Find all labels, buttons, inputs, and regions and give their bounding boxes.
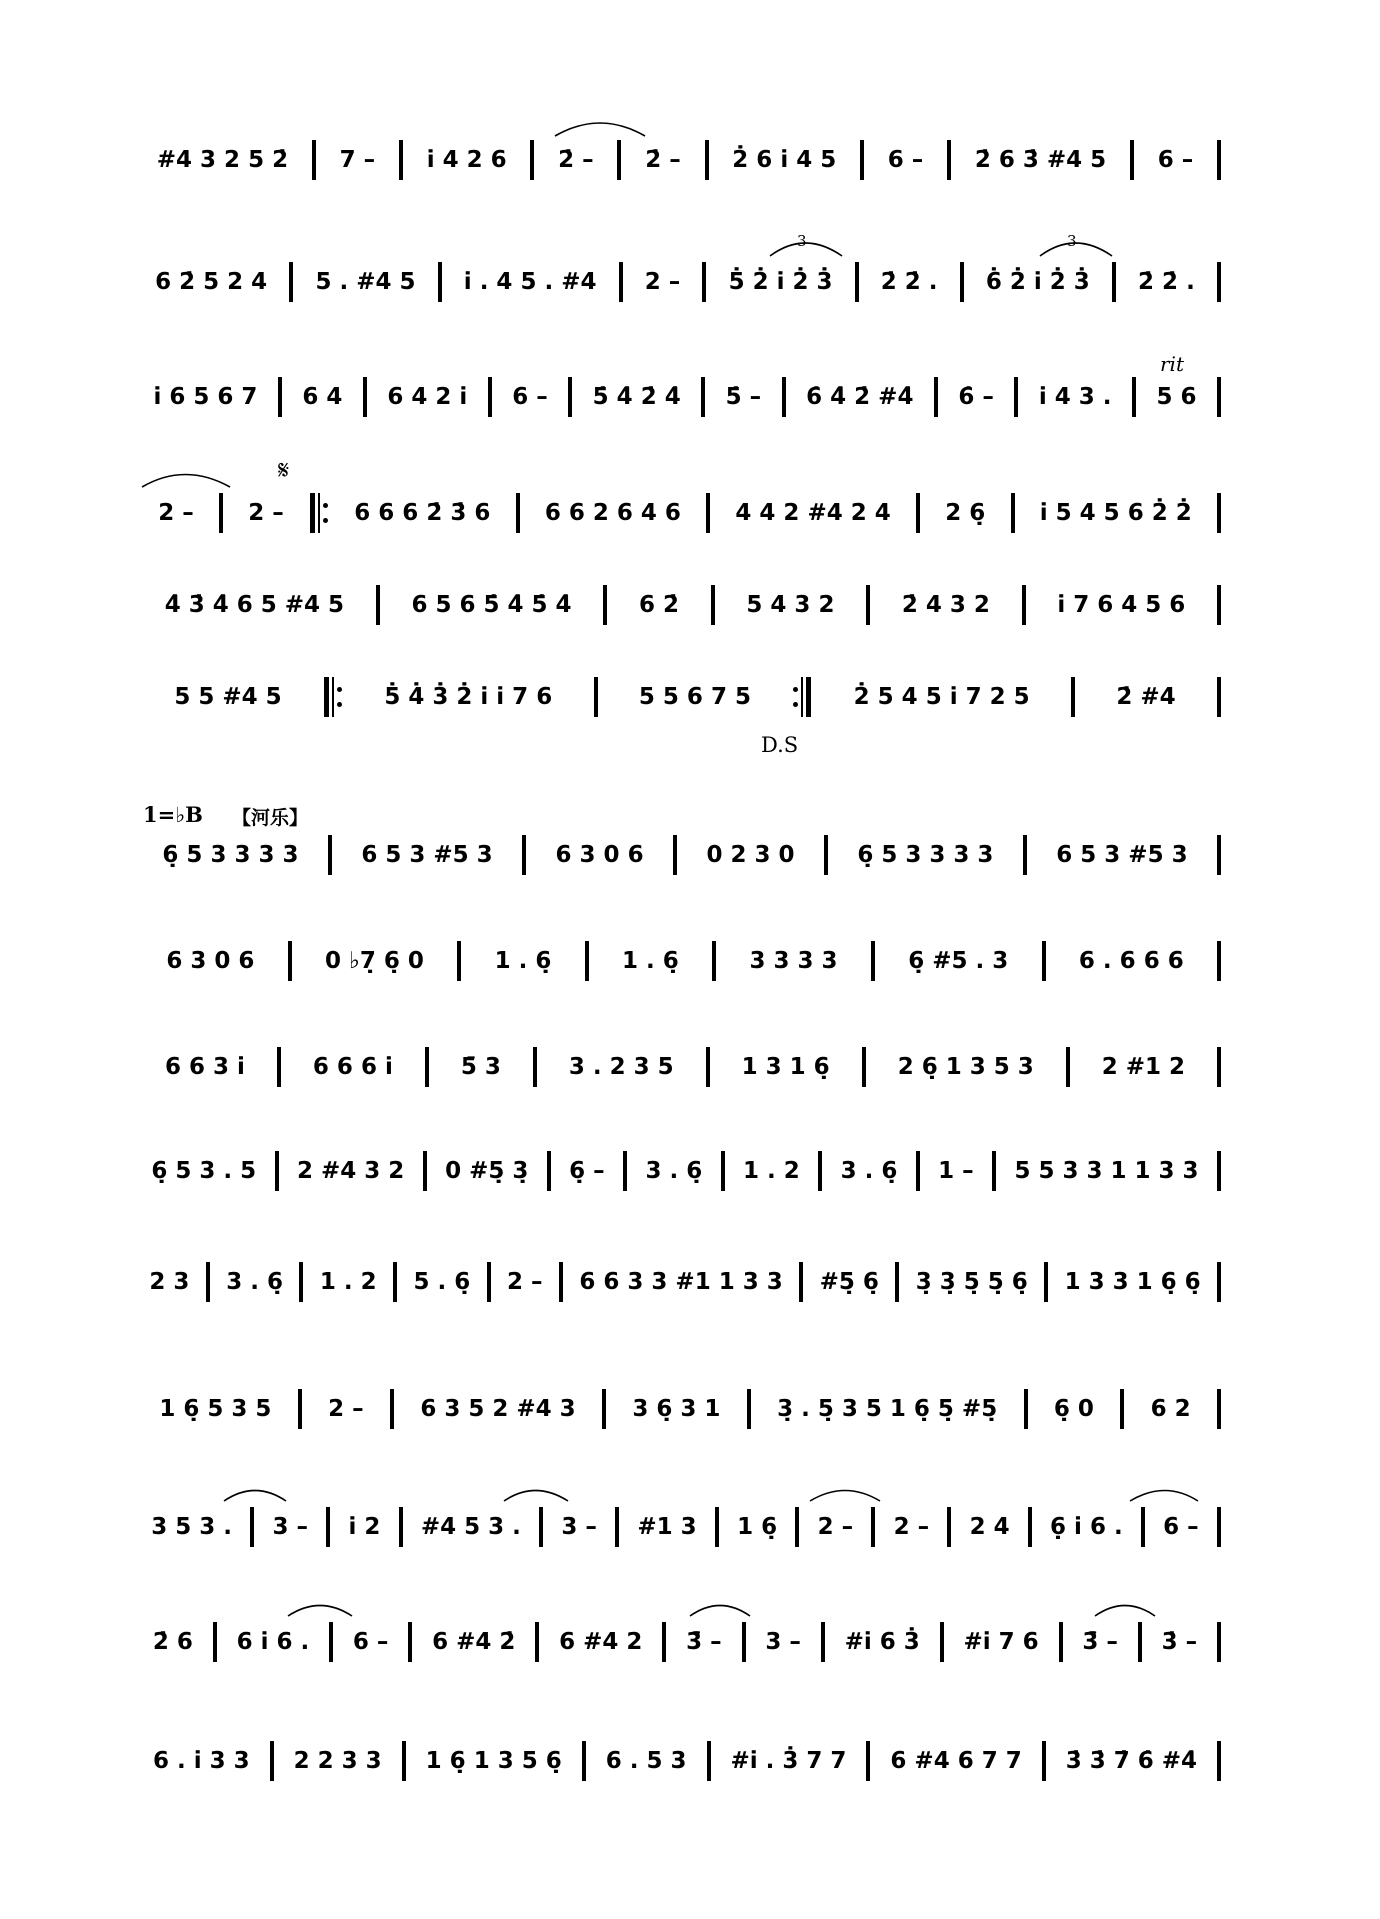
dot [323,518,328,523]
measure: 2̇ – [558,146,594,173]
measure: 6 6 3 3 #1 1 3 3 [579,1268,783,1295]
measure: 5̇ 4̇ 3̇ 2̇ i̇ i̇ 7 6 [384,683,553,710]
thin-bar [318,493,320,533]
measure: 6 – [512,383,548,410]
score-line-8 [138,941,1226,981]
measure: 6 #4 2̇ [432,1628,516,1655]
barline [1217,493,1221,533]
barline [715,1507,719,1547]
measure: 2 3 [149,1268,190,1295]
measure: 6 . i̇ 3 3 [152,1747,250,1774]
measure: 3 – [561,1513,597,1540]
barline [799,1262,803,1302]
barline [705,140,709,180]
barline [702,262,706,302]
measure: 1 . 6̣ [622,947,679,974]
measure: 6 2̇ 5 2 4 [155,268,268,295]
tie [288,1606,352,1617]
measure: i̇ 4 3 . [1038,383,1112,410]
barline [376,585,380,625]
barline [1217,677,1221,717]
measure: 6 – [1157,146,1194,173]
measure: 6 . 6 6 6 [1078,947,1184,974]
barline [916,493,920,533]
measure: 2̇ 5 4 5 i̇ 7 2 5 [853,683,1030,710]
measure: 2 – [817,1513,854,1540]
measure: 6̣ 5 3 3 3 3 [162,841,299,868]
barline [940,1622,944,1662]
score-line-6 [138,677,1226,717]
measure: 6̣ 0 [1053,1395,1094,1422]
measure: 2 – [893,1513,930,1540]
barline [522,835,526,875]
measure: 2 – [507,1268,543,1295]
barline [488,377,492,417]
measure: #4 5 3 . [420,1513,521,1540]
tie [224,1491,286,1502]
barline [275,1151,279,1191]
repeat-dots [793,687,798,707]
barline [795,1507,799,1547]
measure: 3̄̇ – [1082,1628,1118,1655]
measure: 2 4 [969,1513,1010,1540]
measure: 6 6 3 i̇ [165,1053,245,1080]
measure: 5 . #4 5 [315,268,416,295]
score-line-7 [138,835,1226,875]
barline [895,1262,899,1302]
measure: 5 6 [1156,383,1197,410]
barline [824,835,828,875]
measure: 3̇ – [1161,1628,1198,1655]
measure: 1 6̣ 1 3 5 6̣ [425,1747,562,1774]
measure: 4̇ 3̇ 4̇ 6 5 #4 5 [164,591,345,618]
barline [1217,1507,1221,1547]
barline [1112,262,1116,302]
measure: 1 3 1 6̣ [741,1053,830,1080]
barline [1028,1507,1032,1547]
barline [585,941,589,981]
measure: #5̣ 6̣ [819,1268,879,1295]
barline [289,262,293,302]
barline [711,585,715,625]
measure: 2̇ 2̇ . [1138,268,1195,295]
measure: #i̇ 6 3̇ [844,1628,920,1655]
measure: 6̇ 4̇ 2̇ #4̇ [806,383,914,410]
barline [721,1151,725,1191]
barline [1141,1507,1145,1547]
measure: 1 6̣ [737,1513,778,1540]
barline [298,1389,302,1429]
barline [399,140,403,180]
barline [1217,1151,1221,1191]
score-line-9 [138,1047,1226,1087]
barline [277,1047,281,1087]
measure: 3 – [272,1513,308,1540]
barline [270,1741,274,1781]
measure: 6 2 [1150,1395,1191,1422]
barline [871,941,875,981]
barline [408,1622,412,1662]
measure: 2 – [644,268,681,295]
score-line-4 [138,493,1226,533]
measure: 5 4 3 2 [746,591,835,618]
thick-bar [310,493,315,533]
barline [916,1151,920,1191]
measure: 5̇ 2̇ i̇ 2̇ 3̇ [728,268,833,295]
measure: 3̣ . 5̣ 3 5 1 6̣ 5̣ #5̣ [777,1395,998,1422]
key-signature: 1=♭B [143,802,203,827]
barline [602,1389,606,1429]
tie [504,1491,568,1502]
measure: 1 . 6̣ [494,947,552,974]
barline [1217,1262,1221,1302]
barline [582,1741,586,1781]
measure: 6 – [887,146,924,173]
barline [535,1622,539,1662]
score-line-15 [138,1741,1226,1781]
dot [337,687,342,692]
thin-bar [332,677,334,717]
measure: 3 . 6̣ [226,1268,284,1295]
barline [673,835,677,875]
measure: 3̣ 3̣ 5̣ 5̣ 6̣ [915,1268,1028,1295]
score-line-2 [138,262,1226,302]
measure: 2 – [158,499,194,526]
barline [390,1389,394,1429]
barline [821,1622,825,1662]
barline [1022,585,1026,625]
barline [1217,585,1221,625]
measure: 1 3 3 1 6̣ 6̣ [1064,1268,1201,1295]
dot [793,687,798,692]
barline [1217,1622,1221,1662]
measure: 0 2 3 0 [706,841,795,868]
barline [701,377,705,417]
measure: 3 6̣ 3 1 [632,1395,721,1422]
score-line-12 [138,1389,1226,1429]
barline [219,493,223,533]
barline [399,1507,403,1547]
barline [288,941,292,981]
barline [393,1262,397,1302]
barline [438,262,442,302]
measure: 6 3 5 2 #4 3 [420,1395,576,1422]
measure: 2 6̣ [945,499,986,526]
barline [866,585,870,625]
barline [1042,941,1046,981]
barline [278,377,282,417]
barline [487,1262,491,1302]
barline [742,1622,746,1662]
repeat-start [310,493,328,533]
barline [329,1622,333,1662]
barline [855,262,859,302]
score-line-1 [138,140,1226,180]
barline [1011,493,1015,533]
measure: 2̇ 4 3 2 [901,591,990,618]
measure: 0 #5̣ 3̣ [445,1157,529,1184]
barline [326,1507,330,1547]
measure: 5 5 6 7 5 [638,683,751,710]
barline [1217,835,1221,875]
dot [337,702,342,707]
score-line-3 [138,377,1226,417]
barline [533,1047,537,1087]
barline [1024,1389,1028,1429]
segno-sign: 𝄋 [278,456,290,486]
barline [530,140,534,180]
measure: 6 #4 6 7 7 [890,1747,1022,1774]
barline [1217,1047,1221,1087]
barline [992,1151,996,1191]
barline [1217,262,1221,302]
measure: #1 3 [637,1513,697,1540]
barline [707,1741,711,1781]
measure: 4 4 2 #4 2 4 [735,499,891,526]
barline [539,1507,543,1547]
measure: 6 4 [302,383,343,410]
measure: 2 2 3 3 [293,1747,382,1774]
measure: 7 – [339,146,376,173]
measure: 2 #4 3 2 [296,1157,405,1184]
section-label: 【河乐】 [232,807,309,829]
barline [1120,1389,1124,1429]
score-line-10 [138,1151,1226,1191]
barline [782,377,786,417]
measure: 5̄ 3 [460,1053,501,1080]
tie [690,1606,750,1617]
measure: 2̇ 2̇ . [880,268,938,295]
barline [299,1262,303,1302]
measure: i̇ 5 4 5 6 2̇ 2̇ [1039,499,1192,526]
thick-bar [806,677,811,717]
dal-segno-mark: D.S [761,733,799,757]
measure: i̇ 2 [348,1513,381,1540]
barline [312,140,316,180]
barline [568,377,572,417]
measure: 2̇ #4 [1116,683,1176,710]
measure: 0 ♭7̣ 6̣ 0 [325,947,424,974]
measure: i̇ 7 6 4 5 6 [1057,591,1186,618]
barline [1138,1622,1142,1662]
measure: 1 . 2 [319,1268,377,1295]
measure: i̇ . 4 5 . #4 [463,268,597,295]
repeat-dots [337,687,342,707]
repeat-dots [323,503,328,523]
measure: 5 5 #4 5 [174,683,282,710]
barline [1217,941,1221,981]
measure: 6 3 0 6 [166,947,255,974]
score-line-13 [138,1507,1226,1547]
measure: 3 . 6̣ [645,1157,703,1184]
score-line-11 [138,1262,1226,1302]
measure: 6 3 0 6 [555,841,644,868]
barline [1217,1741,1221,1781]
measure: 6̣ #5 . 3 [908,947,1009,974]
barline [559,1262,563,1302]
measure: 6 – [1163,1513,1199,1540]
barline [402,1741,406,1781]
measure: 3 – [765,1628,801,1655]
triplet-mark-1: 3 [797,232,807,250]
measure: i̇ 4 2 6 [426,146,507,173]
measure: 6 4 2 i̇ [387,383,468,410]
measure: 2 – [328,1395,364,1422]
measure: 2̇ 6 [152,1628,193,1655]
barline [250,1507,254,1547]
barline [706,1047,710,1087]
barline [947,1507,951,1547]
barline [594,677,598,717]
measure: 6 . 5 3 [605,1747,687,1774]
measure: 6 6 6 i̇ [312,1053,393,1080]
barline [1132,377,1136,417]
barline [662,1622,666,1662]
measure: 1 6̣ 5 3 5 [159,1395,272,1422]
barline [328,835,332,875]
barline [623,1151,627,1191]
barline [947,140,951,180]
repeat-end [793,677,811,717]
repeat-start [324,677,342,717]
measure: 2 – [248,499,284,526]
measure: 6̣ 5 3 . 5 [151,1157,257,1184]
barline [706,493,710,533]
barline [619,262,623,302]
measure: 6̣ i̇ 6 . [1050,1513,1123,1540]
measure: 2 6̣ 1 3 5 3 [897,1053,1034,1080]
measure: 6 6 2 6 4 6 [544,499,681,526]
thick-bar [324,677,329,717]
score-line-14 [138,1622,1226,1662]
barline [617,140,621,180]
barline [213,1622,217,1662]
measure: 2̇ 6 i̇ 4 5 [732,146,837,173]
barline [862,1047,866,1087]
barline [457,941,461,981]
barline [1059,1622,1063,1662]
thin-bar [801,677,803,717]
barline [1071,677,1075,717]
barline [1217,377,1221,417]
barline [934,377,938,417]
measure: 3 . 6̣ [840,1157,898,1184]
measure: 2 #1 2 [1101,1053,1186,1080]
measure: 5 5 3 3 1 1 3 3 [1014,1157,1199,1184]
barline [860,140,864,180]
measure: 3 5 3 . [151,1513,233,1540]
barline [603,585,607,625]
tie [1095,1606,1155,1617]
tie [555,123,645,136]
measure: #4 3 2 5 2̇ [156,146,289,173]
measure: 6̣ 5 3 3 3 3 [857,841,994,868]
measure: 3 . 2 3 5 [568,1053,674,1080]
measure: 1 – [938,1157,974,1184]
barline [871,1507,875,1547]
barline [818,1151,822,1191]
measure: 5̇ 4̇ 2̇ 4̇ [592,383,681,410]
barline [1130,140,1134,180]
barline [1217,1389,1221,1429]
score-line-5 [138,585,1226,625]
measure: 6 2̇ [638,591,679,618]
measure: #i̇ 7 6 [963,1628,1039,1655]
triplet-mark-2: 3 [1067,232,1077,250]
tie [142,475,230,488]
dot [793,702,798,707]
barline [1066,1047,1070,1087]
barline [747,1389,751,1429]
measure: 5̇ – [725,383,762,410]
measure: 2̇ 6 3̇ #4 5 [974,146,1107,173]
barline [363,377,367,417]
measure: 3 3 3 3 [749,947,838,974]
barline [1217,140,1221,180]
barline [423,1151,427,1191]
measure: 6̣ – [569,1157,605,1184]
measure: #i̇ . 3̇ 7 7 [730,1747,847,1774]
barline [1014,377,1018,417]
measure: 6̇ 2̇ i̇ 2̇ 3̇ [985,268,1090,295]
measure: 3̄̇ – [686,1628,722,1655]
barline [1044,1262,1048,1302]
barline [960,262,964,302]
measure: 6̇ – [958,383,994,410]
dot [323,503,328,508]
tie [1130,1491,1198,1502]
barline [547,1151,551,1191]
measure: 6 #4 2 [559,1628,643,1655]
measure: 6 5 3 #5 3 [361,841,493,868]
barline [712,941,716,981]
barline [206,1262,210,1302]
barline [615,1507,619,1547]
measure: i̇ 6 5 6 7 [153,383,258,410]
measure: 6 5 3 #5 3 [1056,841,1188,868]
measure: 6 6 6 2̇ 3̇ 6 [354,499,491,526]
measure: 1 . 2 [743,1157,800,1184]
barline [1042,1741,1046,1781]
measure: 6 – [352,1628,389,1655]
barline [516,493,520,533]
measure: 6 i̇ 6 . [236,1628,310,1655]
tie [810,1491,880,1502]
measure: 3̇ 3̇ 7̇ 6̇ #4̇ [1065,1747,1198,1774]
measure: 6 5 6 5̇ 4̇ 5̇ 4̇ [411,591,572,618]
barline [866,1741,870,1781]
measure: 2̇ – [645,146,681,173]
barline [1023,835,1027,875]
ritardando-mark: rit [1160,352,1184,376]
measure: 5 . 6̣ [413,1268,471,1295]
barline [425,1047,429,1087]
